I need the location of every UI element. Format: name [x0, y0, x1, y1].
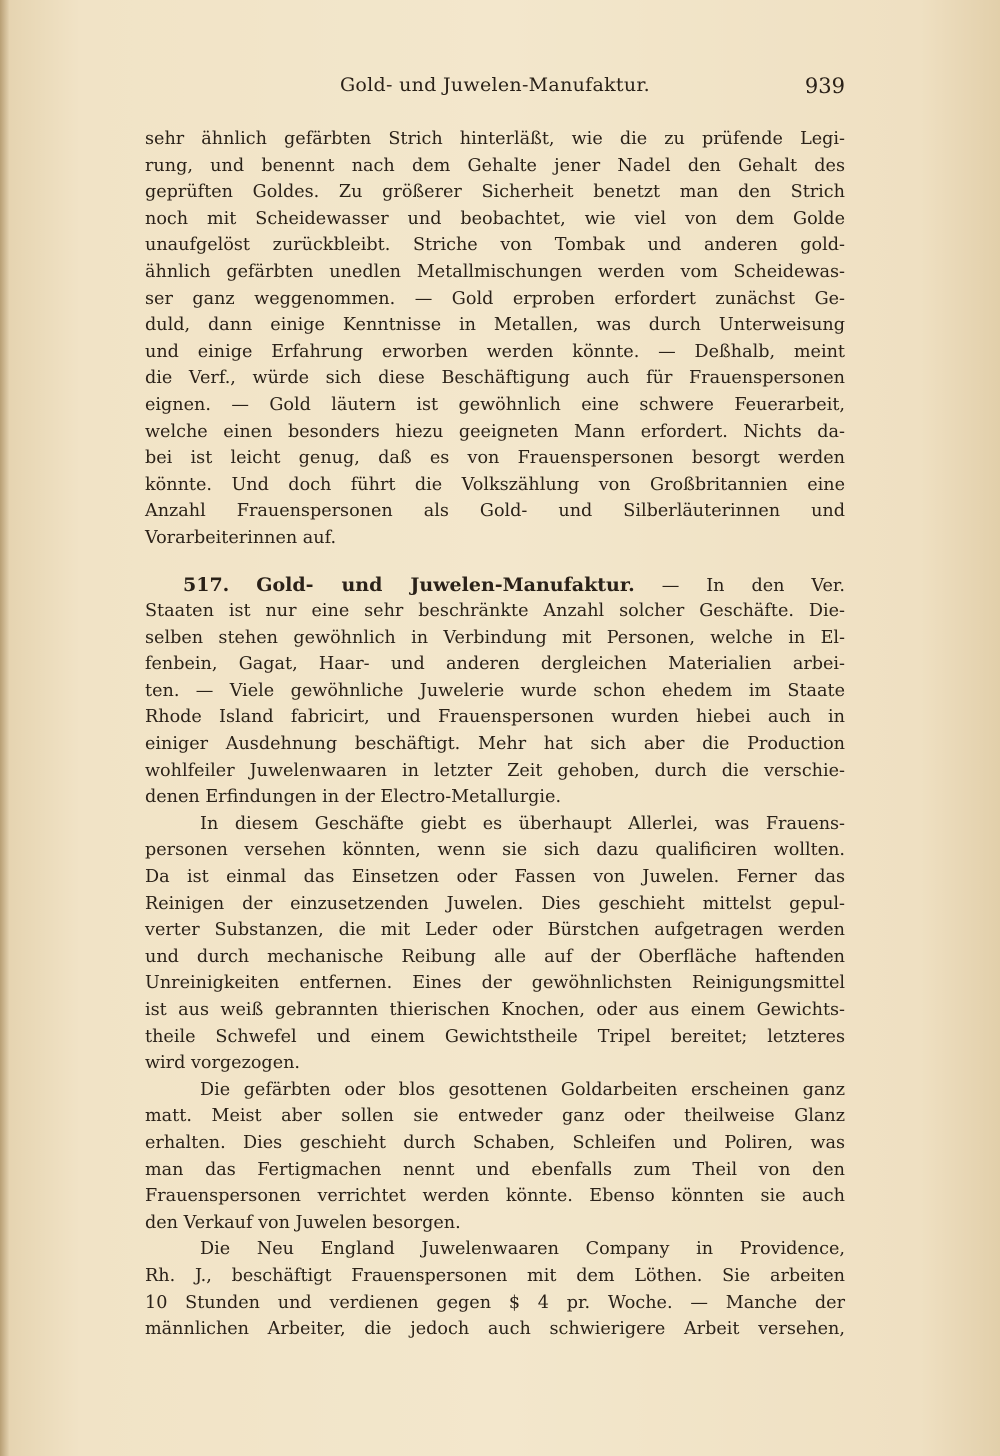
text-line: und einige Erfahrung erworben werden könnte. — Deßhalb, meint	[145, 341, 845, 362]
text-line: könnte. Und doch führt die Volkszählung von Großbritannien eine	[145, 474, 845, 495]
text-line: wohlfeiler Juwelenwaaren in letzter Zeit gehoben, durch die verschie-	[145, 760, 845, 781]
text-line: Rhode Island fabricirt, und Frauenspersonen wurden hiebei auch in	[145, 707, 845, 728]
text-line: ten. — Viele gewöhnliche Juwelerie wurde schon ehedem im Staate	[145, 680, 845, 701]
text-line: wird vorgezogen.	[145, 1053, 301, 1074]
text-line: Die gefärbten oder blos gesottenen Goldarbeiten erscheinen ganz	[200, 1079, 845, 1100]
section-517	[145, 572, 845, 811]
text-line: Die Neu England Juwelenwaaren Company in Providence,	[200, 1239, 845, 1260]
paragraph-3	[145, 811, 845, 1077]
text-line: fenbein, Gagat, Haar- und anderen dergleichen Materialien arbei-	[145, 654, 845, 675]
text-line: Frauenspersonen verrichtet werden könnte. Ebenso könnten sie auch	[145, 1186, 845, 1207]
paragraph-5	[145, 1236, 845, 1342]
text-line: theile Schwefel und einem Gewichtstheile Tripel bereitet; letzteres	[145, 1026, 845, 1047]
text-line: In diesem Geschäfte giebt es überhaupt Allerlei, was Frauens-	[200, 813, 845, 834]
text-line: den Verkauf von Juwelen besorgen.	[145, 1212, 461, 1233]
page-number: 939	[804, 74, 845, 98]
text-line: verter Substanzen, die mit Leder oder Bürstchen aufgetragen werden	[145, 920, 845, 941]
text-line: einiger Ausdehnung beschäftigt. Mehr hat sich aber die Production	[145, 734, 845, 755]
section-number: 517.	[183, 573, 230, 596]
text-line: welche einen besonders hiezu geeigneten Mann erfordert. Nichts da-	[145, 421, 845, 442]
text-line: selben stehen gewöhnlich in Verbindung mit Personen, welche in El-	[145, 627, 845, 648]
text-line: ist aus weiß gebrannten thierischen Knochen, oder aus einem Gewichts-	[145, 1000, 845, 1020]
text-line: Da ist einmal das Einsetzen oder Fassen von Juwelen. Ferner das	[145, 867, 845, 888]
text-line: männlichen Arbeiter, die jedoch auch schwierigere Arbeit versehen,	[145, 1319, 845, 1340]
text-line: denen Erfindungen in der Electro-Metallurgie.	[145, 787, 562, 808]
paragraph-4	[145, 1077, 845, 1237]
text-line: und durch mechanische Reibung alle auf der Oberfläche haftenden	[145, 946, 845, 967]
text-line: matt. Meist aber sollen sie entweder ganz oder theilweise Glanz	[145, 1106, 845, 1127]
text-line: rung, und benennt nach dem Gehalte jener Nadel den Gehalt des	[145, 155, 845, 176]
text-line: duld, dann einige Kenntnisse in Metallen, was durch Unterweisung	[145, 315, 845, 336]
section-title: Gold- und Juwelen-Manufaktur.	[256, 573, 635, 596]
text-line: Reinigen der einzusetzenden Juwelen. Dies geschieht mittelst gepul-	[145, 893, 845, 914]
body-text	[145, 126, 845, 1343]
text-line: Rh. J., beschäftigt Frauenspersonen mit dem Löthen. Sie arbeiten	[145, 1265, 845, 1286]
text-line: unaufgelöst zurückbleibt. Striche von Tombak und anderen gold-	[145, 235, 845, 256]
page-binding-edge	[0, 0, 10, 1456]
text-line: Anzahl Frauenspersonen als Gold- und Silberläuterinnen und	[145, 501, 845, 522]
paragraph-1	[145, 126, 845, 552]
running-title: Gold- und Juwelen-Manufaktur.	[339, 74, 651, 96]
section-first-line-text: — In den Ver.	[661, 575, 845, 596]
text-line: bei ist leicht genug, daß es von Frauenspersonen besorgt werden	[145, 448, 845, 469]
text-line: Staaten ist nur eine sehr beschränkte Anzahl solcher Geschäfte. Die-	[145, 601, 845, 622]
text-line: ähnlich gefärbten unedlen Metallmischungen werden vom Scheidewas-	[145, 261, 845, 282]
text-line: die Verf., würde sich diese Beschäftigung auch für Frauenspersonen	[145, 368, 845, 389]
text-line: erhalten. Dies geschieht durch Schaben, Schleifen und Poliren, was	[145, 1132, 845, 1153]
text-line: Vorarbeiterinnen auf.	[145, 527, 337, 548]
text-line: eignen. — Gold läutern ist gewöhnlich eine schwere Feuerarbeit,	[145, 394, 845, 415]
text-line: 10 Stunden und verdienen gegen $ 4 pr. Woche. — Manche der	[145, 1292, 845, 1313]
text-line: personen versehen könnten, wenn sie sich dazu qualificiren wollten.	[145, 840, 845, 861]
page-header	[145, 74, 845, 104]
section-heading-line	[145, 572, 845, 599]
text-line: noch mit Scheidewasser und beobachtet, wie viel von dem Golde	[145, 208, 845, 229]
section-gap	[145, 552, 845, 572]
text-line: geprüften Goldes. Zu größerer Sicherheit benetzt man den Strich	[145, 182, 845, 203]
text-line: sehr ähnlich gefärbten Strich hinterläßt, wie die zu prüfende Legi-	[145, 129, 845, 149]
text-line: ser ganz weggenommen. — Gold erproben erfordert zunächst Ge-	[145, 288, 845, 309]
text-line: man das Fertigmachen nennt und ebenfalls zum Theil von den	[145, 1159, 845, 1180]
text-line: Unreinigkeiten entfernen. Eines der gewöhnlichsten Reinigungsmittel	[145, 973, 845, 994]
